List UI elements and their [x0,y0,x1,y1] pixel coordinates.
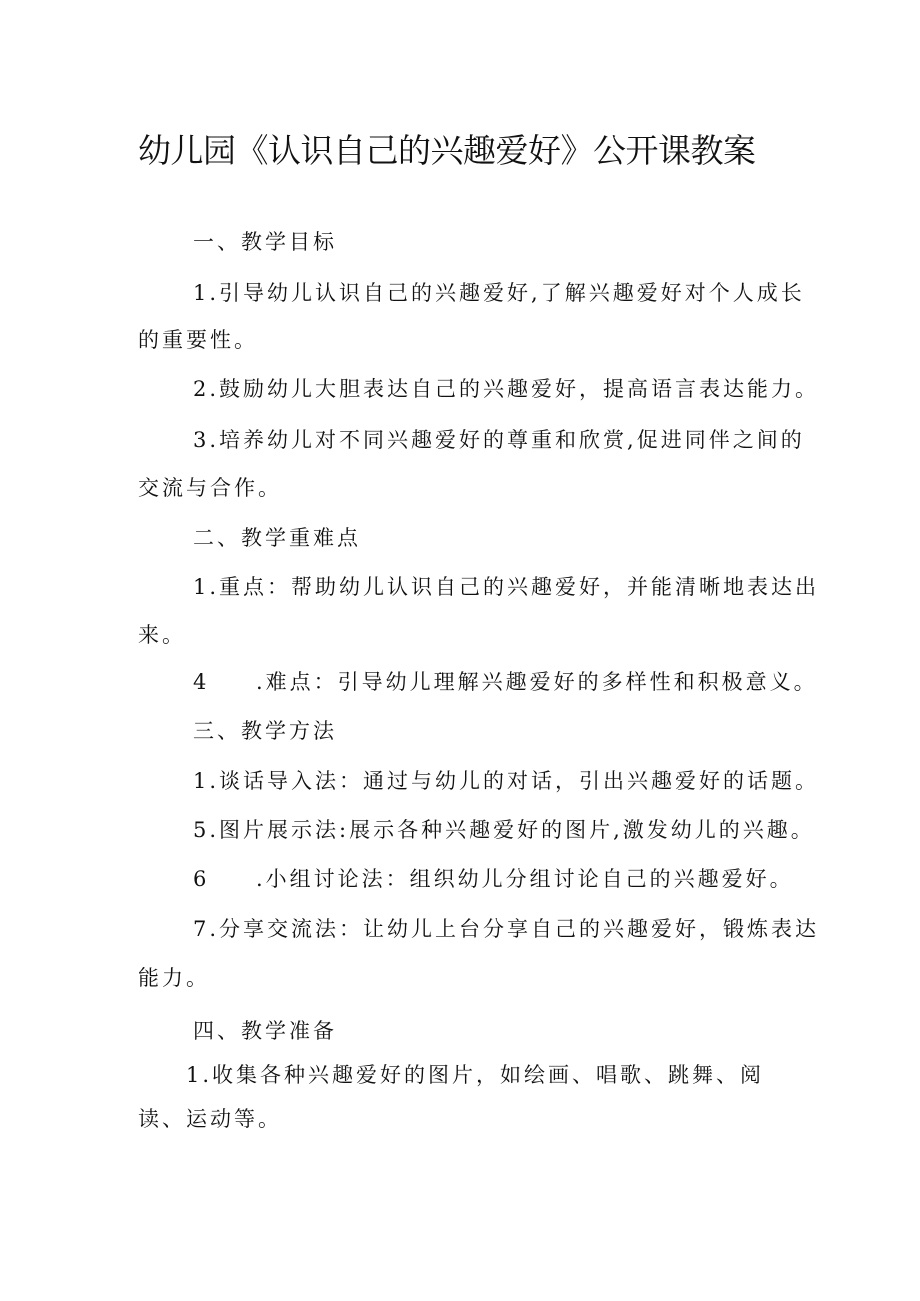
paragraph-line: 3.培养幼儿对不同兴趣爱好的尊重和欣赏,促进同伴之间的 [193,428,805,452]
paragraph-line: 2.鼓励幼儿大胆表达自己的兴趣爱好，提高语言表达能力。 [193,377,820,401]
paragraph-line: 交流与合作。 [138,476,282,500]
list-number: 6 [193,867,210,891]
paragraph-line: 1.谈话导入法：通过与幼儿的对话，引出兴趣爱好的话题。 [193,769,820,793]
paragraph-line: 能力。 [138,966,210,990]
section-heading-key-points: 二、教学重难点 [193,526,361,550]
paragraph-line: 5.图片展示法:展示各种兴趣爱好的图片,激发幼儿的兴趣。 [193,818,815,842]
paragraph-line: 读、运动等。 [138,1107,282,1131]
section-heading-goals: 一、教学目标 [193,230,337,254]
paragraph-line: 1.重点：帮助幼儿认识自己的兴趣爱好，并能清晰地表达出 [193,575,820,599]
document-title: 幼儿园《认识自己的兴趣爱好》公开课教案 [138,131,756,170]
section-heading-methods: 三、教学方法 [193,719,337,743]
paragraph-line: 7.分享交流法：让幼儿上台分享自己的兴趣爱好，锻炼表达 [193,917,820,941]
list-number: 4 [193,670,210,694]
paragraph-line: 1.收集各种兴趣爱好的图片，如绘画、唱歌、跳舞、阅 [186,1063,765,1087]
paragraph-line: 的重要性。 [138,328,258,352]
paragraph-line: 1.引导幼儿认识自己的兴趣爱好,了解兴趣爱好对个人成长 [193,281,805,305]
paragraph-line: .难点：引导幼儿理解兴趣爱好的多样性和积极意义。 [256,670,818,694]
paragraph-line: .小组讨论法：组织幼儿分组讨论自己的兴趣爱好。 [256,867,794,891]
paragraph-line: 来。 [138,623,186,647]
section-heading-preparation: 四、教学准备 [193,1019,337,1043]
